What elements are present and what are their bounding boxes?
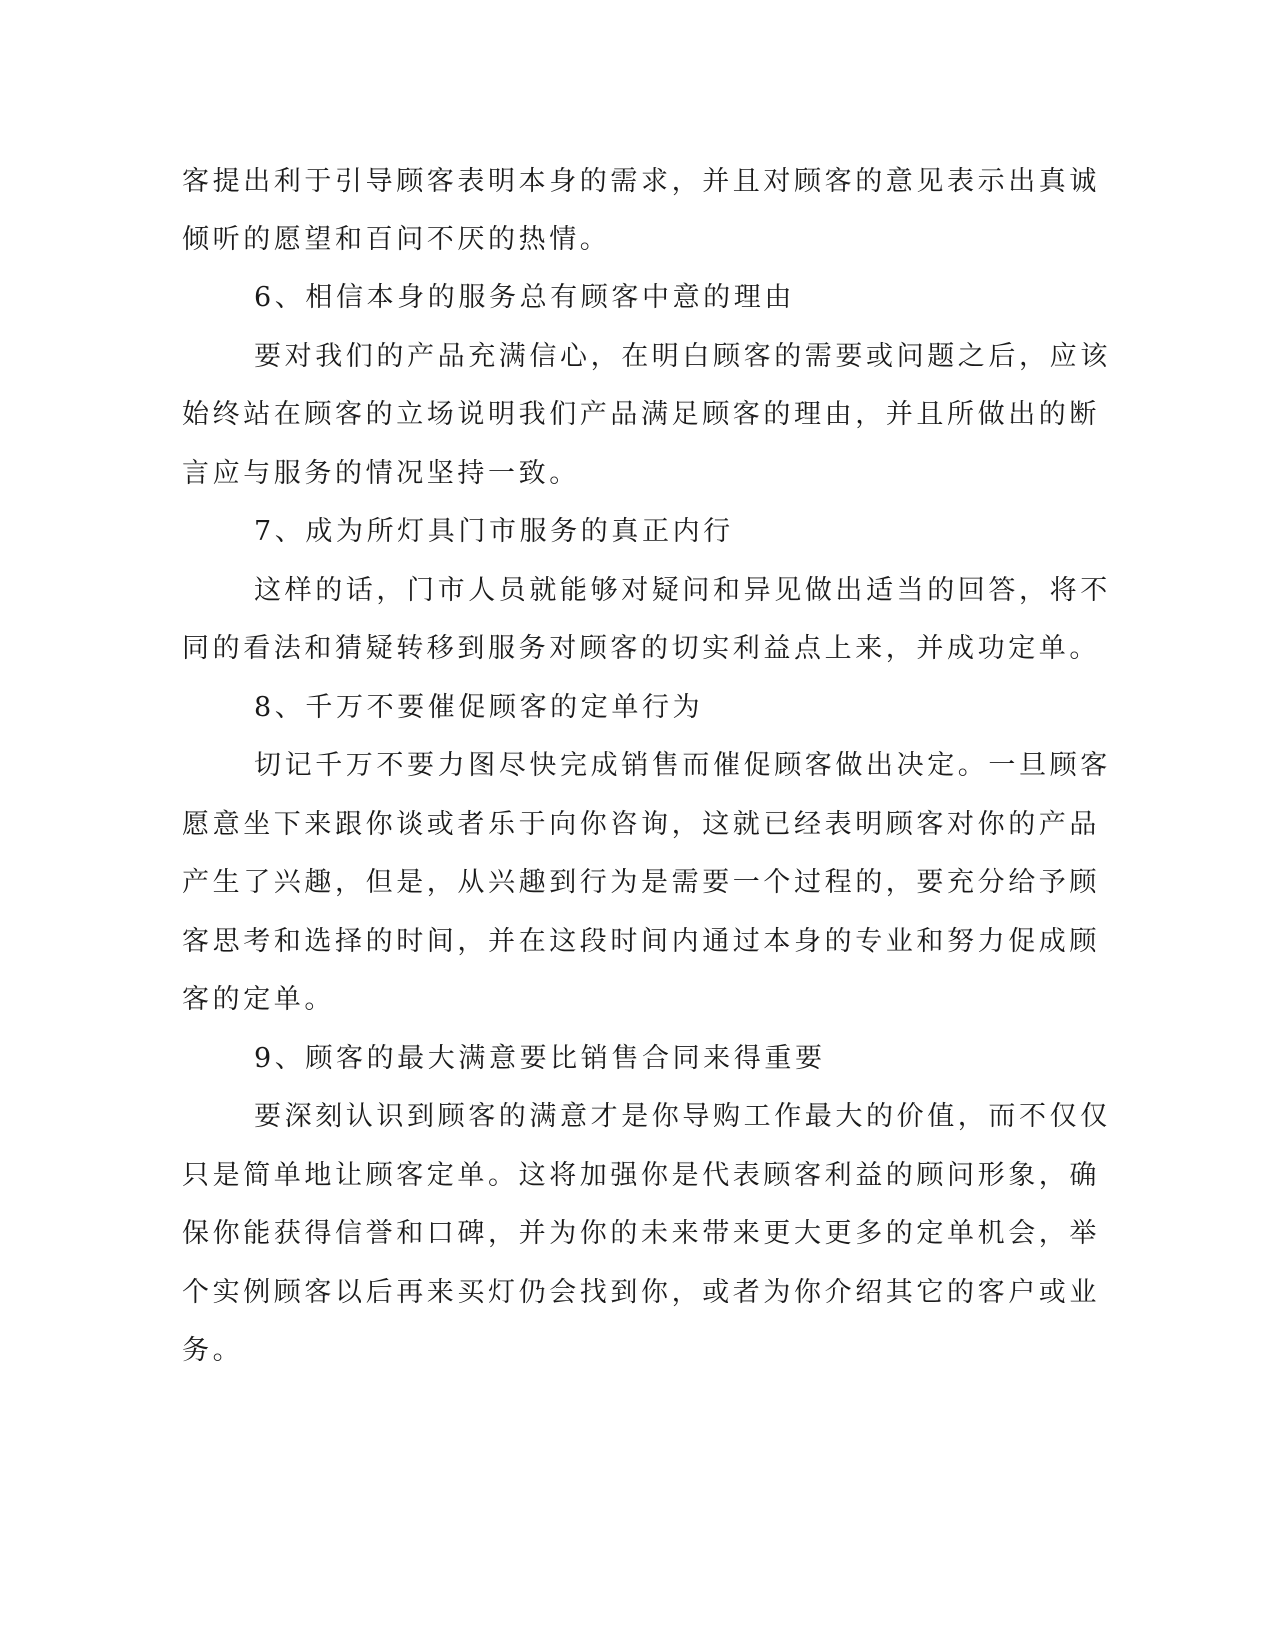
paragraph-line: 个实例顾客以后再来买灯仍会找到你，或者为你介绍其它的客户或业 xyxy=(182,1277,1100,1308)
paragraph-line: 产生了兴趣，但是，从兴趣到行为是需要一个过程的，要充分给予顾 xyxy=(182,867,1100,898)
paragraph-line: 始终站在顾客的立场说明我们产品满足顾客的理由，并且所做出的断 xyxy=(182,399,1100,430)
section-heading: 7、成为所灯具门市服务的真正内行 xyxy=(254,516,734,547)
paragraph-line: 客思考和选择的时间，并在这段时间内通过本身的专业和努力促成顾 xyxy=(182,926,1100,957)
paragraph-line: 客的定单。 xyxy=(182,984,335,1015)
section-heading: 6、相信本身的服务总有顾客中意的理由 xyxy=(254,282,795,313)
paragraph-line: 倾听的愿望和百问不厌的热情。 xyxy=(182,224,611,255)
paragraph-line: 务。 xyxy=(182,1335,244,1366)
paragraph-line: 要深刻认识到顾客的满意才是你导购工作最大的价值，而不仅仅 xyxy=(254,1101,1111,1132)
paragraph-line: 要对我们的产品充满信心，在明白顾客的需要或问题之后，应该 xyxy=(254,341,1111,372)
paragraph-line: 客提出利于引导顾客表明本身的需求，并且对顾客的意见表示出真诚 xyxy=(182,166,1100,197)
paragraph-line: 言应与服务的情况坚持一致。 xyxy=(182,458,580,489)
paragraph-line: 切记千万不要力图尽快完成销售而催促顾客做出决定。一旦顾客 xyxy=(254,750,1111,781)
paragraph-line: 保你能获得信誉和口碑，并为你的未来带来更大更多的定单机会，举 xyxy=(182,1218,1100,1249)
section-heading: 8、千万不要催促顾客的定单行为 xyxy=(254,692,704,723)
paragraph-line: 只是简单地让顾客定单。这将加强你是代表顾客利益的顾问形象，确 xyxy=(182,1160,1100,1191)
section-heading: 9、顾客的最大满意要比销售合同来得重要 xyxy=(254,1043,826,1074)
paragraph-line: 同的看法和猜疑转移到服务对顾客的切实利益点上来，并成功定单。 xyxy=(182,633,1100,664)
paragraph-line: 这样的话，门市人员就能够对疑问和异见做出适当的回答，将不 xyxy=(254,575,1111,606)
paragraph-line: 愿意坐下来跟你谈或者乐于向你咨询，这就已经表明顾客对你的产品 xyxy=(182,809,1100,840)
